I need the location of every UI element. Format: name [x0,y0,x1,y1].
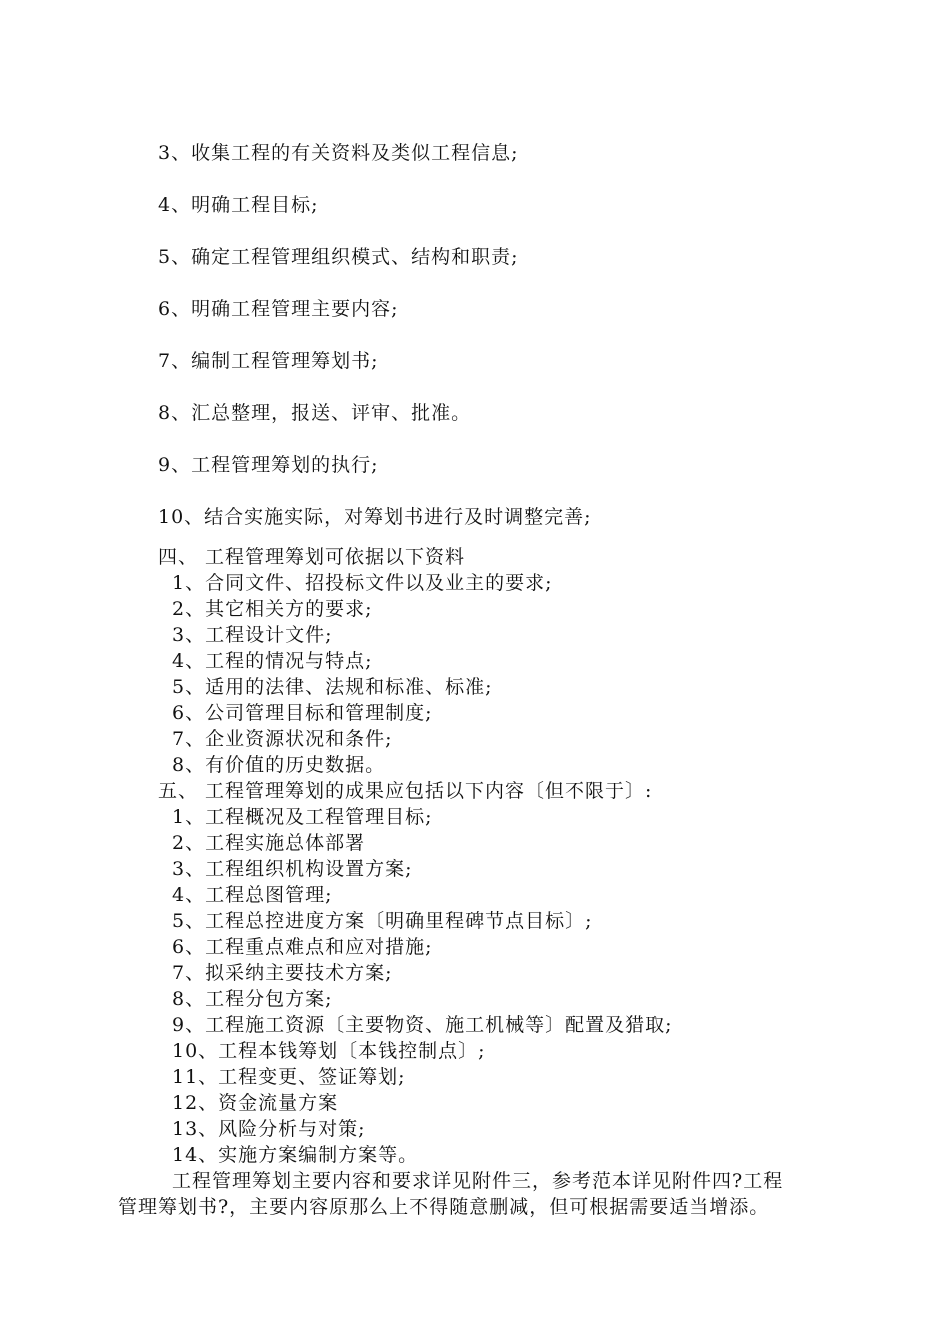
step-item: 9、工程管理筹划的执行; [158,454,379,476]
list-item: 1、工程概况及工程管理目标; [172,806,433,828]
step-item: 10、结合实施实际，对筹划书进行及时调整完善; [158,506,592,528]
list-item: 6、公司管理目标和管理制度; [172,702,433,724]
list-item: 3、工程设计文件; [172,624,333,646]
list-item: 4、工程总图管理; [172,884,333,906]
list-item: 11、工程变更、签证筹划; [172,1066,406,1088]
list-item: 10、工程本钱筹划〔本钱控制点〕; [172,1040,486,1062]
step-item: 3、收集工程的有关资料及类似工程信息; [158,142,519,164]
list-item: 7、企业资源状况和条件; [172,728,393,750]
list-item: 12、资金流量方案 [172,1092,339,1114]
step-item: 7、编制工程管理筹划书; [158,350,379,372]
closing-paragraph-line-2: 管理筹划书?，主要内容原那么上不得随意删减，但可根据需要适当增添。 [118,1196,770,1218]
list-item: 8、工程分包方案; [172,988,333,1010]
list-item: 9、工程施工资源〔主要物资、施工机械等〕配置及猎取; [172,1014,673,1036]
list-item: 13、风险分析与对策; [172,1118,366,1140]
step-item: 5、确定工程管理组织模式、结构和职责; [158,246,519,268]
step-item: 6、明确工程管理主要内容; [158,298,399,320]
list-item: 6、工程重点难点和应对措施; [172,936,433,958]
list-item: 3、工程组织机构设置方案; [172,858,413,880]
list-item: 1、合同文件、招投标文件以及业主的要求; [172,572,553,594]
list-item: 5、工程总控进度方案〔明确里程碑节点目标〕; [172,910,593,932]
list-item: 5、适用的法律、法规和标准、标准; [172,676,493,698]
list-item: 4、工程的情况与特点; [172,650,373,672]
list-item: 14、实施方案编制方案等。 [172,1144,419,1166]
step-item: 4、明确工程目标; [158,194,319,216]
step-item: 8、汇总整理，报送、评审、批准。 [158,402,472,424]
section-heading-5: 五、 工程管理筹划的成果应包括以下内容〔但不限于〕: [158,780,653,802]
list-item: 8、有价值的历史数据。 [172,754,386,776]
section-heading-4: 四、 工程管理筹划可依据以下资料 [158,546,466,568]
closing-paragraph-line-1: 工程管理筹划主要内容和要求详见附件三，参考范本详见附件四?工程 [172,1170,784,1192]
list-item: 2、其它相关方的要求; [172,598,373,620]
list-item: 7、拟采纳主要技术方案; [172,962,393,984]
list-item: 2、工程实施总体部署 [172,832,366,854]
